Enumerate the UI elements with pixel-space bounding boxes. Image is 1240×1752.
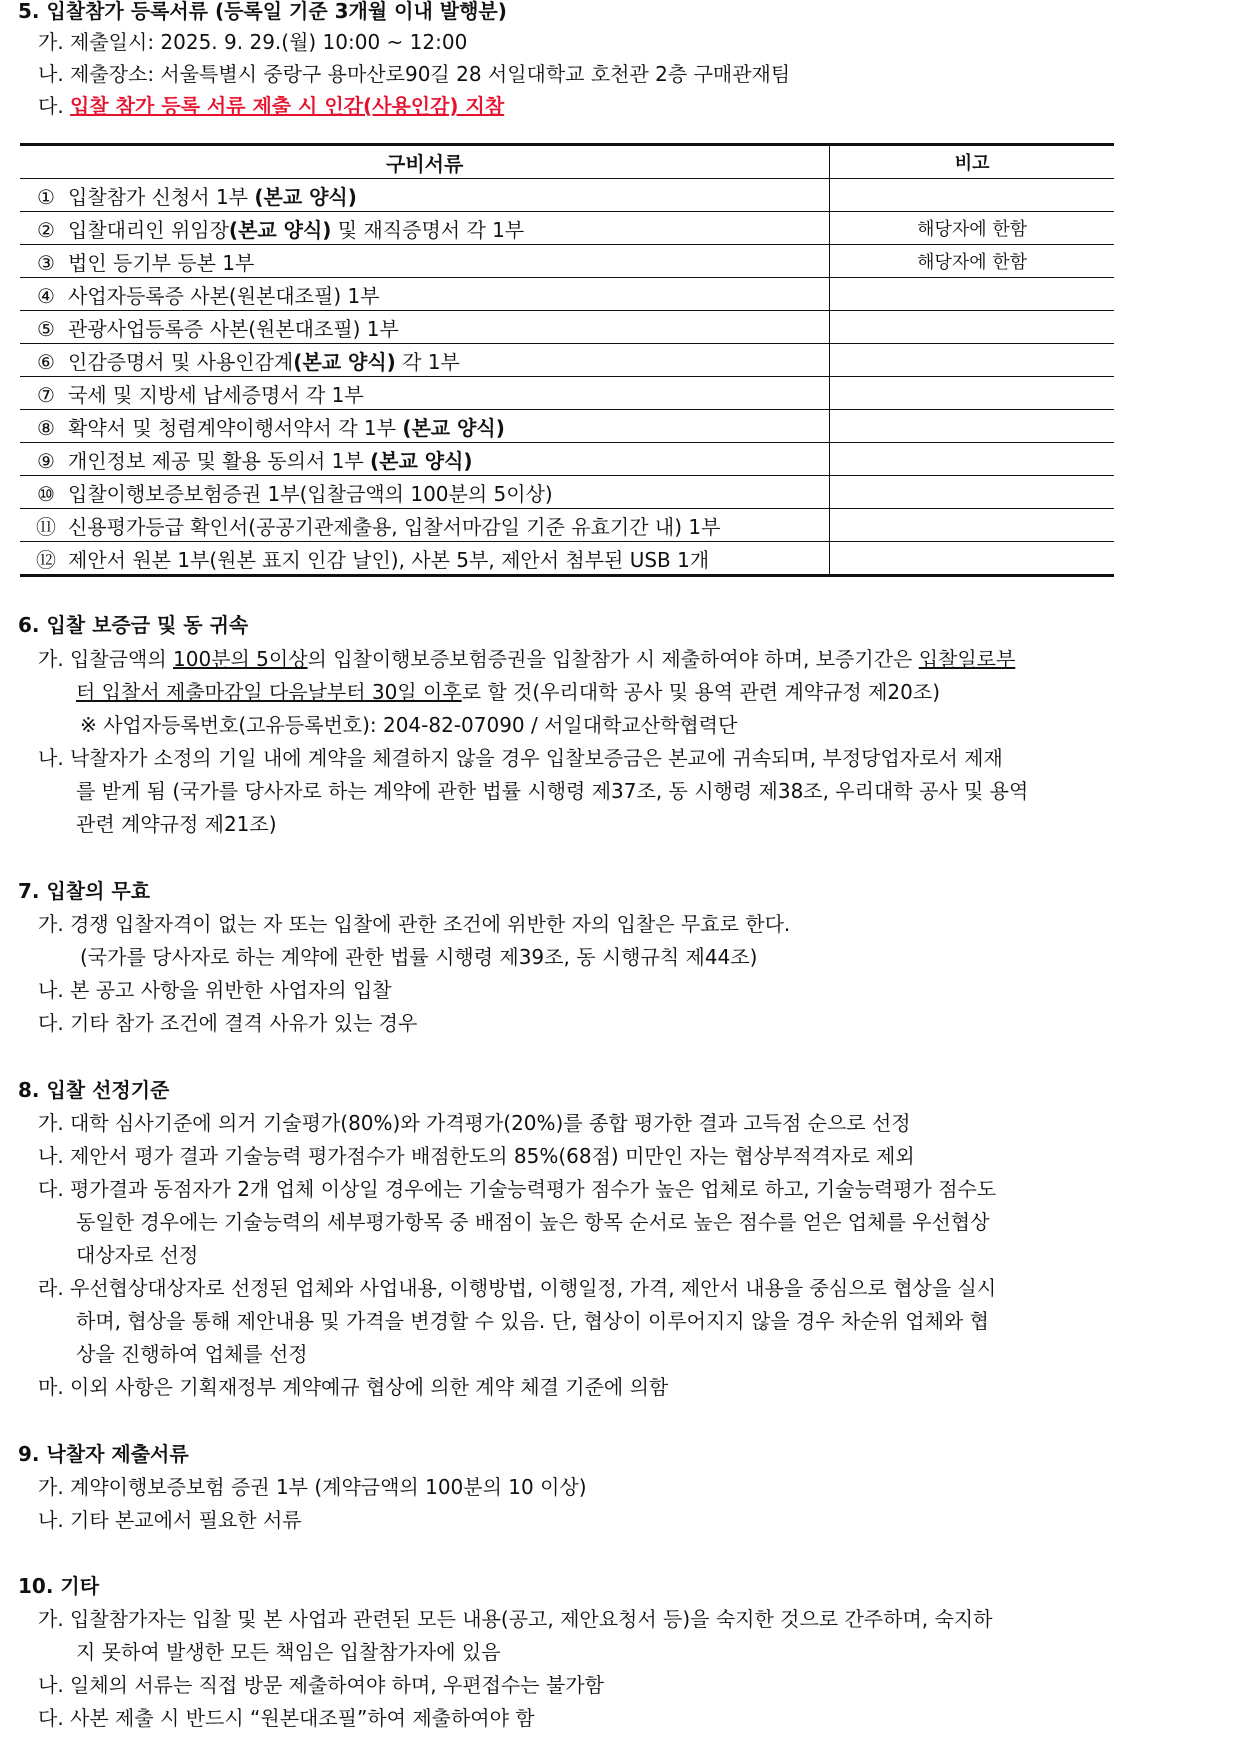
section7-item-ga-line2: (국가를 당사자로 하는 계약에 관한 법률 시행령 제39조, 동 시행규칙 제44조) (80, 945, 758, 969)
section6-item-na-line1: 나. 낙찰자가 소정의 기일 내에 계약을 체결하지 않을 경우 입찰보증금은 본교에 귀속되며, 부정당업자로서 제재 (38, 746, 1003, 770)
section6-item-ga-line2 (76, 678, 940, 708)
table-header-documents: 구비서류 (20, 145, 830, 179)
table-row (20, 410, 1114, 443)
form-type-label: (본교 양식) (228, 217, 332, 242)
document-text: 입찰이행보증보험증권 1부(입찰금액의 100분의 5이상) (68, 481, 553, 506)
section8-item-da-line2: 동일한 경우에는 기술능력의 세부평가항목 중 배점이 높은 항목 순서로 높은 점수를 얻은 업체를 우선협상 (76, 1210, 990, 1234)
note-cell (830, 542, 1114, 576)
table-row (20, 245, 1114, 278)
document-cell (20, 212, 830, 245)
row-number: ⑨ (37, 448, 55, 473)
note-cell (830, 311, 1114, 344)
section8-item-ra-line3: 상을 진행하여 업체를 선정 (76, 1342, 308, 1366)
section6-registration-note: ※ 사업자등록번호(고유등록번호): 204-82-07090 / 서일대학교산학협력단 (80, 713, 738, 737)
table-row (20, 542, 1114, 576)
document-cell (20, 410, 830, 443)
document-cell (20, 278, 830, 311)
section7-item-da: 다. 기타 참가 조건에 결격 사유가 있는 경우 (38, 1011, 418, 1035)
document-text: 및 재직증명서 각 1부 (331, 217, 525, 242)
note-cell (830, 377, 1114, 410)
row-number: ⑥ (37, 349, 55, 374)
table-header-row (20, 145, 1114, 179)
document-cell (20, 476, 830, 509)
section9-title: 9. 낙찰자 제출서류 (18, 1442, 189, 1466)
section10-item-na: 나. 일체의 서류는 직접 방문 제출하여야 하며, 우편접수는 불가함 (38, 1673, 604, 1697)
note-cell (830, 278, 1114, 311)
section5-title: 5. 입찰참가 등록서류 (등록일 기준 3개월 이내 발행분) (18, 0, 507, 23)
form-type-label: (본교 양식) (370, 448, 473, 473)
section7-title: 7. 입찰의 무효 (18, 879, 151, 903)
document-text: 개인정보 제공 및 활용 동의서 1부 (68, 448, 371, 473)
row-number: ② (37, 217, 55, 242)
document-text: 법인 등기부 등본 1부 (68, 250, 255, 275)
table-row (20, 509, 1114, 542)
table-row (20, 377, 1114, 410)
row-number: ⑫ (36, 547, 56, 572)
table-row (20, 344, 1114, 377)
table-row (20, 311, 1114, 344)
document-text: 사업자등록증 사본(원본대조필) 1부 (68, 283, 380, 308)
section10-title: 10. 기타 (18, 1574, 100, 1598)
table-row (20, 443, 1114, 476)
section8-item-ra-line2: 하며, 협상을 통해 제안내용 및 가격을 변경할 수 있음. 단, 협상이 이루어지지 않을 경우 차순위 업체와 협 (76, 1309, 989, 1333)
document-cell (20, 245, 830, 278)
document-cell (20, 311, 830, 344)
document-text: 제안서 원본 1부(원본 표지 인감 날인), 사본 5부, 제안서 첨부된 USB 1개 (68, 547, 710, 572)
form-type-label: (본교 양식) (402, 415, 505, 440)
document-text: 국세 및 지방세 납세증명서 각 1부 (68, 382, 364, 407)
document-cell (20, 344, 830, 377)
form-type-label: (본교 양식) (293, 349, 396, 374)
required-documents-table (20, 143, 1114, 577)
document-text: 입찰대리인 위임장 (68, 217, 229, 242)
section6-ga-underline-1: 100분의 5이상 (173, 647, 308, 671)
form-type-label: (본교 양식) (254, 184, 357, 209)
note-cell (830, 179, 1114, 212)
row-number: ⑦ (37, 382, 55, 407)
section10-item-ga-line1: 가. 입찰참가자는 입찰 및 본 사업과 관련된 모든 내용(공고, 제안요청서 등)을 숙지한 것으로 간주하며, 숙지하 (38, 1607, 993, 1631)
row-number: ⑤ (37, 316, 55, 341)
section8-item-ma: 마. 이외 사항은 기획재정부 계약예규 협상에 의한 계약 체결 기준에 의함 (38, 1375, 669, 1399)
section6-ga-underline-3: 터 입찰서 제출마감일 다음날부터 30일 이후 (76, 680, 462, 704)
row-number: ⑧ (37, 415, 55, 440)
section8-item-da-line3: 대상자로 선정 (76, 1243, 199, 1267)
row-number: ④ (37, 283, 55, 308)
document-cell (20, 179, 830, 212)
section6-item-ga-line1 (38, 645, 1015, 675)
table-row (20, 476, 1114, 509)
section7-item-na: 나. 본 공고 사항을 위반한 사업자의 입찰 (38, 978, 392, 1002)
section10-item-da: 다. 사본 제출 시 반드시 “원본대조필”하여 제출하여야 함 (38, 1706, 535, 1730)
note-cell (830, 476, 1114, 509)
table-row (20, 278, 1114, 311)
document-cell (20, 443, 830, 476)
row-number: ① (37, 184, 55, 209)
row-number: ⑪ (36, 514, 56, 539)
document-cell (20, 509, 830, 542)
section7-item-ga-line1: 가. 경쟁 입찰자격이 없는 자 또는 입찰에 관한 조건에 위반한 자의 입찰은 무효로 한다. (38, 912, 791, 936)
note-cell: 해당자에 한함 (830, 245, 1114, 278)
document-text: 인감증명서 및 사용인감계 (68, 349, 294, 374)
document-text: 관광사업등록증 사본(원본대조필) 1부 (68, 316, 399, 341)
section6-ga-text-a: 가. 입찰금액의 (38, 647, 173, 671)
document-cell (20, 542, 830, 576)
document-text: 신용평가등급 확인서(공공기관제출용, 입찰서마감일 기준 유효기간 내) 1부 (68, 514, 721, 539)
section6-ga-text-b: 의 입찰이행보증보험증권을 입찰참가 시 제출하여야 하며, 보증기간은 (307, 647, 919, 671)
document-text: 입찰참가 신청서 1부 (68, 184, 255, 209)
section6-title: 6. 입찰 보증금 및 동 귀속 (18, 613, 249, 637)
section6-item-na-line3: 관련 계약규정 제21조) (76, 812, 277, 836)
note-cell (830, 410, 1114, 443)
section8-title: 8. 입찰 선정기준 (18, 1078, 170, 1102)
table-body (20, 179, 1114, 576)
note-cell (830, 443, 1114, 476)
section5-item-na: 나. 제출장소: 서울특별시 중랑구 용마산로90길 28 서일대학교 호천관 2층 구매관재팀 (38, 62, 791, 86)
section5-item-da (38, 92, 504, 122)
section8-item-ra-line1: 라. 우선협상대상자로 선정된 업체와 사업내용, 이행방법, 이행일정, 가격, 제안서 내용을 중심으로 협상을 실시 (38, 1276, 997, 1300)
note-cell (830, 344, 1114, 377)
table-row (20, 212, 1114, 245)
note-cell (830, 509, 1114, 542)
section10-item-ga-line2: 지 못하여 발생한 모든 책임은 입찰참가자에 있음 (76, 1640, 501, 1664)
document-text: 각 1부 (395, 349, 460, 374)
section9-item-ga: 가. 계약이행보증보험 증권 1부 (계약금액의 100분의 10 이상) (38, 1475, 587, 1499)
table-header-notes: 비고 (830, 145, 1114, 179)
section8-item-ga: 가. 대학 심사기준에 의거 기술평가(80%)와 가격평가(20%)를 종합 평가한 결과 고득점 순으로 선정 (38, 1111, 911, 1135)
section5-item-da-highlight: 입찰 참가 등록 서류 제출 시 인감(사용인감) 지참 (70, 94, 505, 118)
section5-item-ga: 가. 제출일시: 2025. 9. 29.(월) 10:00 ~ 12:00 (38, 30, 468, 54)
table-row (20, 179, 1114, 212)
section6-item-na-line2: 를 받게 됨 (국가를 당사자로 하는 계약에 관한 법률 시행령 제37조, 동 시행령 제38조, 우리대학 공사 및 용역 (76, 779, 1029, 803)
document-cell (20, 377, 830, 410)
section9-item-na: 나. 기타 본교에서 필요한 서류 (38, 1508, 302, 1532)
row-number: ⑩ (37, 481, 55, 506)
row-number: ③ (37, 250, 55, 275)
section6-ga-text-c: 로 할 것(우리대학 공사 및 용역 관련 계약규정 제20조) (461, 680, 941, 704)
section8-item-da-line1: 다. 평가결과 동점자가 2개 업체 이상일 경우에는 기술능력평가 점수가 높은 업체로 하고, 기술능력평가 점수도 (38, 1177, 997, 1201)
note-cell: 해당자에 한함 (830, 212, 1114, 245)
section5-item-da-prefix: 다. (38, 94, 71, 118)
section6-ga-underline-2: 입찰일로부 (918, 647, 1016, 671)
section8-item-na: 나. 제안서 평가 결과 기술능력 평가점수가 배점한도의 85%(68점) 미만인 자는 협상부적격자로 제외 (38, 1144, 915, 1168)
document-text: 확약서 및 청렴계약이행서약서 각 1부 (68, 415, 403, 440)
